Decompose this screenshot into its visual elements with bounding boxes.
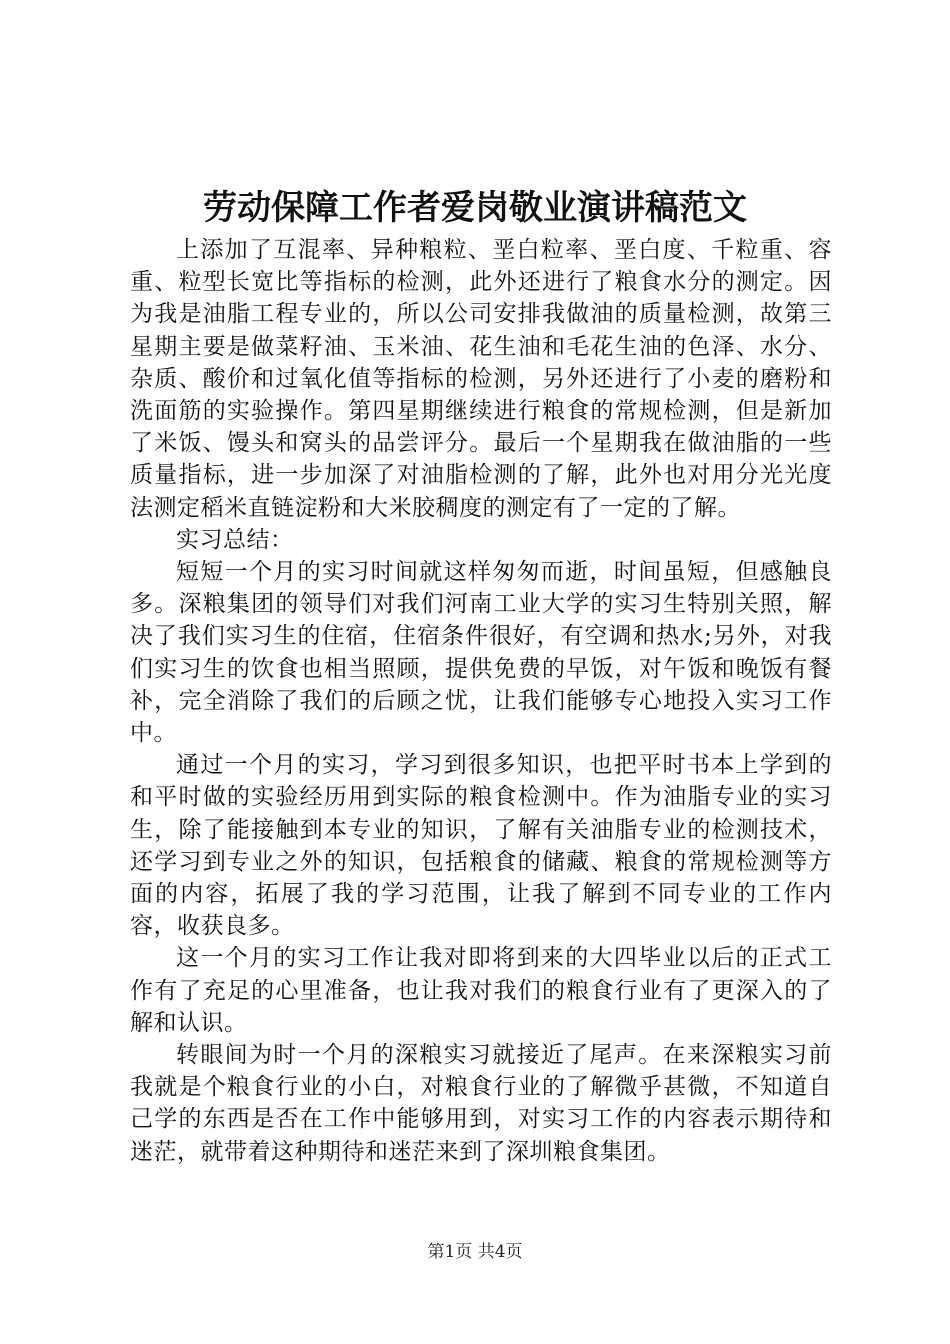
paragraph: 短短一个月的实习时间就这样匆匆而逝，时间虽短，但感触良多。深粮集团的领导们对我们河南工业大学的实习生特别关照，解决了我们实习生的住宿，住宿条件很好，有空调和热水;另外，对我们实习生的饮食也相当照顾，提供免费的早饭，对午饭和晚饭有餐补，完全消除了我们的后顾之忧，让我们能够专心地投入实习工作中。	[130, 559, 832, 747]
document-title: 劳动保障工作者爱岗敬业演讲稿范文	[203, 188, 747, 228]
paragraph: 上添加了互混率、异种粮粒、垩白粒率、垩白度、千粒重、容重、粒型长宽比等指标的检测，此外还进行了粮食水分的测定。因为我是油脂工程专业的，所以公司安排我做油的质量检测，故第三星期主要是做菜籽油、玉米油、花生油和毛花生油的色泽、水分、杂质、酸价和过氧化值等指标的检测，另外还进行了小麦的磨粉和洗面筋的实验操作。第四星期继续进行粮食的常规检测，但是新加了米饭、馒头和窝头的品尝评分。最后一个星期我在做油脂的一些质量指标，进一步加深了对油脂检测的了解，此外也对用分光光度法测定稻米直链淀粉和大米胶稠度的测定有了一定的了解。	[130, 237, 832, 521]
section-heading: 实习总结：	[176, 526, 294, 553]
paragraph: 这一个月的实习工作让我对即将到来的大四毕业以后的正式工作有了充足的心里准备，也让我对我们的粮食行业有了更深入的了解和认识。	[130, 945, 832, 1036]
paragraph: 转眼间为时一个月的深粮实习就接近了尾声。在来深粮实习前我就是个粮食行业的小白，对粮食行业的了解微乎甚微，不知道自己学的东西是否在工作中能够用到，对实习工作的内容表示期待和迷茫，就带着这种期待和迷茫来到了深圳粮食集团。	[130, 1042, 832, 1165]
paragraph: 通过一个月的实习，学习到很多知识，也把平时书本上学到的和平时做的实验经历用到实际的粮食检测中。作为油脂专业的实习生，除了能接触到本专业的知识，了解有关油脂专业的检测技术，还学习到专业之外的知识，包括粮食的储藏、粮食的常规检测等方面的内容，拓展了我的学习范围，让我了解到不同专业的工作内容，收获良多。	[130, 752, 832, 940]
page-number-footer: 第1页 共4页	[427, 1242, 523, 1262]
document-body	[130, 234, 832, 1168]
